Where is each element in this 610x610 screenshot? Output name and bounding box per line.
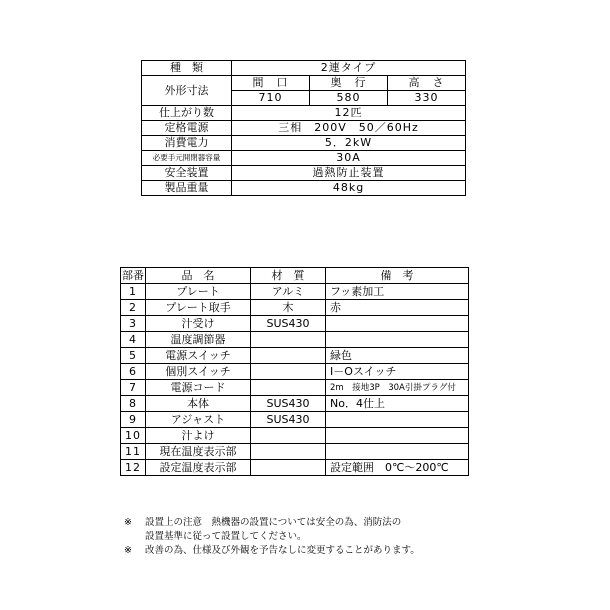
table-row	[121, 284, 469, 300]
part-material: SUS430	[251, 316, 326, 332]
dim-value: 580	[310, 91, 388, 106]
spec-row	[142, 166, 466, 181]
part-name: 温度調節器	[146, 332, 251, 348]
part-remarks: No．4仕上	[326, 396, 469, 412]
table-row	[121, 396, 469, 412]
spec-value: 5．2kW	[232, 136, 466, 151]
part-no: 10	[121, 428, 146, 444]
part-name: 現在温度表示部	[146, 444, 251, 460]
spec-row	[142, 106, 466, 121]
part-name: 電源コード	[146, 380, 251, 396]
part-remarks: 設定範囲 0℃～200℃	[326, 460, 469, 476]
part-name: 設定温度表示部	[146, 460, 251, 476]
part-no: 7	[121, 380, 146, 396]
part-material: SUS430	[251, 412, 326, 428]
dim-header: 高 さ	[388, 76, 466, 91]
header-part-name: 品 名	[146, 268, 251, 284]
spec-row	[142, 181, 466, 196]
dim-value: 710	[232, 91, 310, 106]
part-no: 8	[121, 396, 146, 412]
spec-table	[141, 60, 466, 196]
spec-row	[142, 151, 466, 166]
part-material	[251, 332, 326, 348]
table-row	[121, 460, 469, 476]
table-row	[121, 364, 469, 380]
table-row	[121, 316, 469, 332]
header-material: 材 質	[251, 268, 326, 284]
table-row	[121, 348, 469, 364]
table-row	[121, 444, 469, 460]
part-material	[251, 380, 326, 396]
spec-row-dim-header	[142, 76, 466, 91]
table-row	[121, 428, 469, 444]
part-name: 電源スイッチ	[146, 348, 251, 364]
spec-label: 消費電力	[142, 136, 232, 151]
part-remarks: 緑色	[326, 348, 469, 364]
part-name: 汁受け	[146, 316, 251, 332]
part-name: プレート	[146, 284, 251, 300]
part-remarks	[326, 412, 469, 428]
table-row	[121, 380, 469, 396]
part-material	[251, 460, 326, 476]
note-2	[124, 544, 420, 558]
part-material	[251, 348, 326, 364]
note-text-continued: 設置基準に従って設置してください。	[145, 531, 307, 542]
dim-value: 330	[388, 91, 466, 106]
spec-label: 製品重量	[142, 181, 232, 196]
spec-row	[142, 136, 466, 151]
part-name: アジャスト	[146, 412, 251, 428]
part-no: 6	[121, 364, 146, 380]
part-remarks: 2m 接地3P 30A引掛プラグ付	[326, 380, 469, 396]
part-no: 9	[121, 412, 146, 428]
parts-header-row	[121, 268, 469, 284]
part-name: 汁よけ	[146, 428, 251, 444]
part-material: 木	[251, 300, 326, 316]
header-part-no: 部番	[122, 268, 144, 282]
spec-label: 定格電源	[142, 121, 232, 136]
part-name: 本体	[146, 396, 251, 412]
part-remarks: 赤	[326, 300, 469, 316]
part-material	[251, 428, 326, 444]
note-mark: ※	[124, 517, 132, 528]
part-no: 1	[121, 284, 146, 300]
part-name: プレート取手	[146, 300, 251, 316]
note-1	[124, 516, 420, 530]
note-text: 改善の為、仕様及び外観を予告なしに変更することがあります。	[145, 545, 420, 556]
part-remarks: I－Oスイッチ	[326, 364, 469, 380]
part-remarks	[326, 316, 469, 332]
part-name: 個別スイッチ	[146, 364, 251, 380]
part-no: 3	[121, 316, 146, 332]
part-material: SUS430	[251, 396, 326, 412]
part-remarks	[326, 444, 469, 460]
spec-value: 過熱防止装置	[232, 166, 466, 181]
part-material	[251, 364, 326, 380]
table-row	[121, 300, 469, 316]
spec-label: 種 類	[142, 61, 232, 76]
header-remarks: 備 考	[326, 268, 469, 284]
spec-value: 三相 200V 50／60Hz	[232, 121, 466, 136]
part-remarks: フッ素加工	[326, 284, 469, 300]
spec-label: 外形寸法	[142, 76, 232, 106]
part-no: 12	[121, 460, 146, 476]
spec-label: 必要手元開閉器容量	[142, 151, 232, 166]
note-text: 設置上の注意 熱機器の設置については安全の為、消防法の	[145, 517, 402, 528]
spec-value: 48kg	[232, 181, 466, 196]
dim-header: 間 口	[232, 76, 310, 91]
spec-row	[142, 121, 466, 136]
spec-value: 12匹	[232, 106, 466, 121]
note-mark: ※	[124, 545, 132, 556]
part-no: 11	[121, 444, 146, 460]
dim-header: 奥 行	[310, 76, 388, 91]
spec-label: 安全装置	[142, 166, 232, 181]
part-no: 5	[121, 348, 146, 364]
table-row	[121, 332, 469, 348]
notes	[124, 516, 420, 558]
part-no: 2	[121, 300, 146, 316]
table-row	[121, 412, 469, 428]
part-material	[251, 444, 326, 460]
parts-table	[120, 267, 469, 476]
spec-value: 30A	[232, 151, 466, 166]
spec-row-type	[142, 61, 466, 76]
spec-value: 2連タイプ	[232, 61, 466, 76]
part-material: アルミ	[251, 284, 326, 300]
part-remarks	[326, 332, 469, 348]
spec-label: 仕上がり数	[142, 106, 232, 121]
part-no: 4	[121, 332, 146, 348]
part-remarks	[326, 428, 469, 444]
